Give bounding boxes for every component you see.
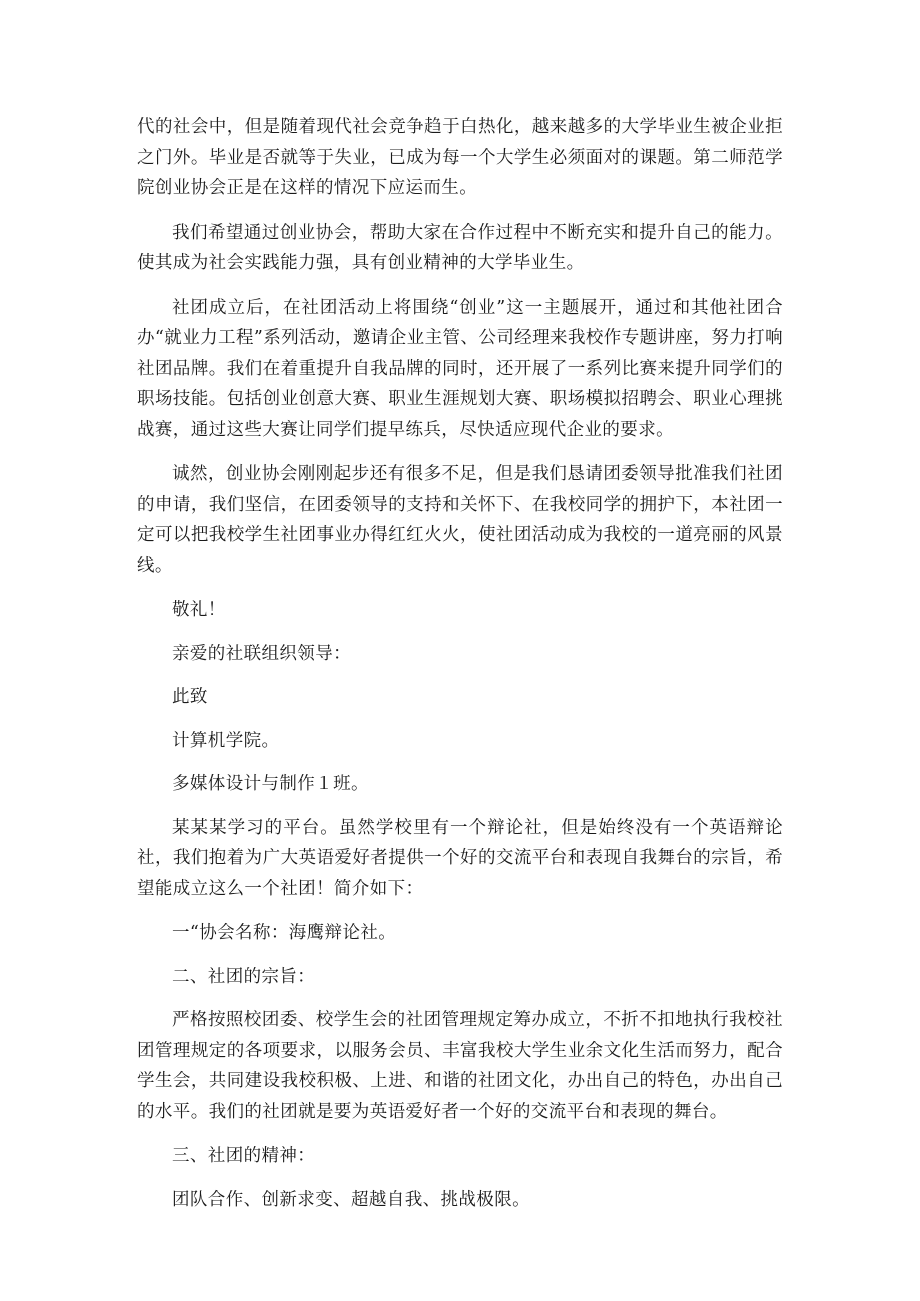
paragraph-association-goal: 我们希望通过创业协会，帮助大家在合作过程中不断充实和提升自己的能力。使其成为社会实践能力强，具有创业精神的大学毕业生。 [137,222,783,273]
paragraph-english-debate-intro: 某某某学习的平台。虽然学校里有一个辩论社，但是始终没有一个英语辩论社，我们抱着为广大英语爱好者提供一个好的交流平台和表现自我舞台的宗旨，希望能成立这么一个社团！简介如下： [137,817,783,899]
salutation-addressee: 亲爱的社联组织领导： [172,643,351,664]
paragraph-activities: 社团成立后，在社团活动上将围绕“创业”这一主题展开，通过和其他社团合办“就业力工程”系列活动，邀请企业主管、公司经理来我校作专题讲座，努力打响社团品牌。我们在着重提升自我品牌的同时，还开展了一系列比赛来提升同学们的职场技能。包括创业创意大赛、职业生涯规划大赛、职场模拟招聘会、职业心理挑战赛，通过这些大赛让同学们提早练兵，尽快适应现代企业的要求。 [137,297,783,440]
paragraph-purpose: 严格按照校团委、校学生会的社团管理规定筹办成立，不折不扣地执行我校社团管理规定的各项要求，以服务会员、丰富我校大学生业余文化生活而努力，配合学生会，共同建设我校积极、上进、和谐的社团文化，办出自己的特色，办出自己的水平。我们的社团就是要为英语爱好者一个好的交流平台和表现的舞台。 [137,1010,783,1122]
document-page [137,112,783,1228]
salutation-respect: 敬礼！ [172,600,226,620]
paragraph-request: 诚然，创业协会刚刚起步还有很多不足，但是我们恳请团委领导批准我们社团的申请，我们坚信，在团委领导的支持和关怀下、在我校同学的拥护下，本社团一定可以把我校学生社团事业办得红红火火，使社团活动成为我校的一道亮丽的风景线。 [137,464,783,576]
section-spirit-heading: 三、社团的精神： [172,1146,316,1166]
paragraph-spirit: 团队合作、创新求变、超越自我、挑战极限。 [172,1189,530,1210]
paragraph-intro-continuation: 代的社会中，但是随着现代社会竞争趋于白热化，越来越多的大学毕业生被企业拒之门外。毕业是否就等于失业，已成为每一个大学生必须面对的课题。第二师范学院创业协会正是在这样的情况下应运而生。 [137,117,783,198]
closing-cizhi: 此致 [172,687,208,707]
section-name: 一“协会名称：海鹰辩论社。 [172,923,397,943]
signature-college: 计算机学院。 [172,730,280,751]
signature-class: 多媒体设计与制作１班。 [172,774,369,794]
section-purpose-heading: 二、社团的宗旨： [172,966,316,987]
